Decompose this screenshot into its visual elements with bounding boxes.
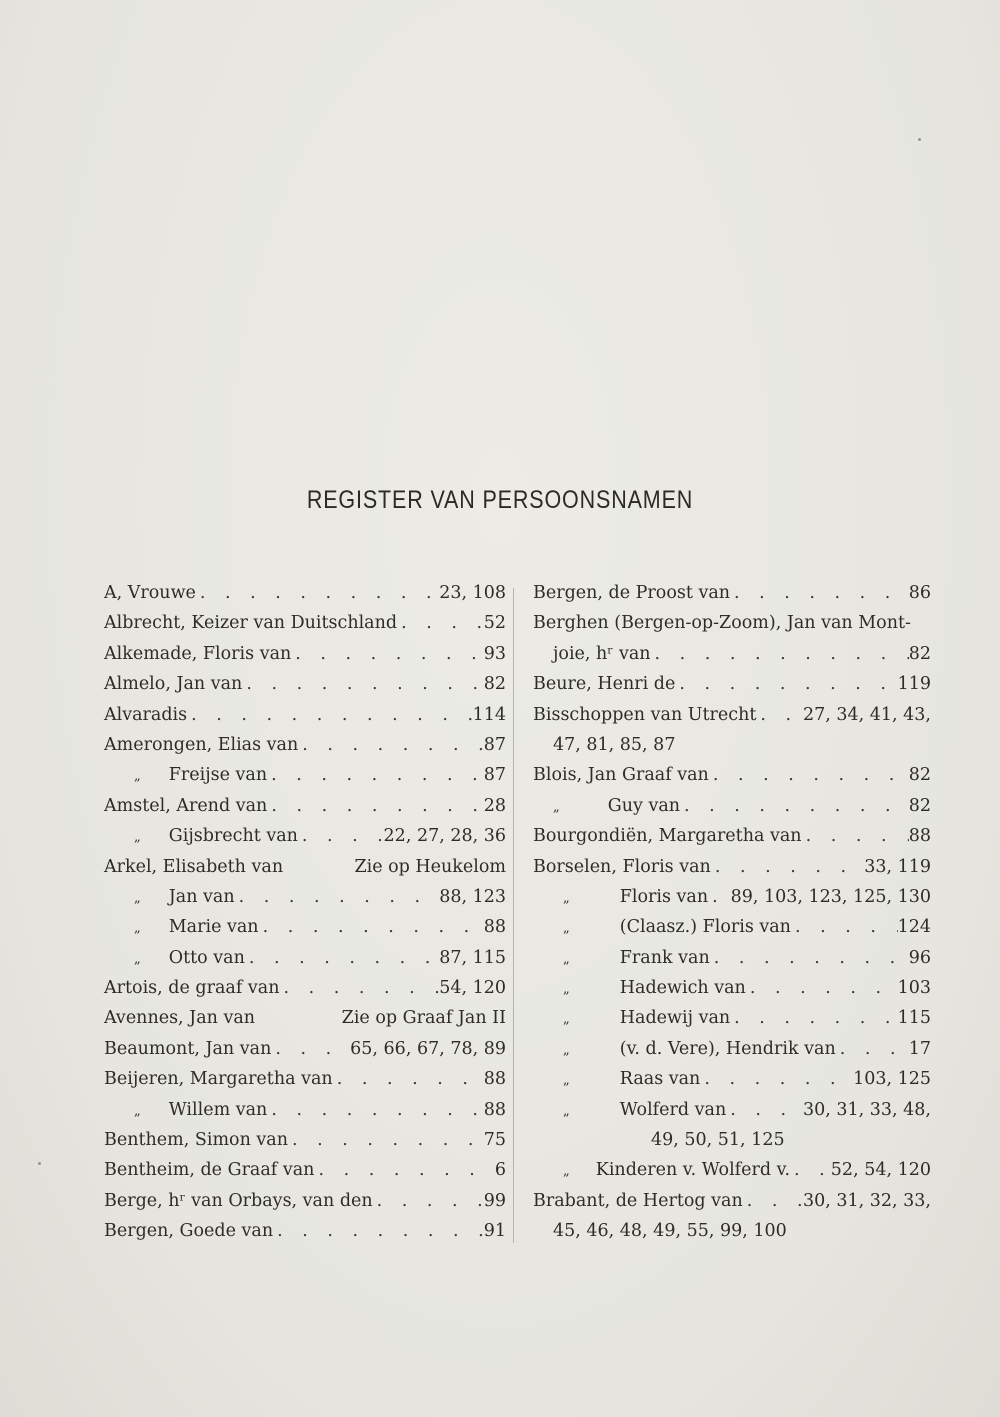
entry-page-numbers: 89, 103, 123, 125, 130 — [730, 886, 931, 907]
register-entry — [533, 1186, 931, 1216]
register-entry — [104, 1186, 506, 1216]
entry-page-numbers: 54, 120 — [439, 978, 506, 999]
ditto-mark: „ — [563, 1103, 570, 1119]
leader-dots — [267, 760, 484, 790]
register-entry — [533, 1095, 931, 1125]
leader-dots — [273, 1216, 484, 1246]
ditto-mark: „ — [134, 769, 141, 785]
register-entry — [533, 791, 931, 821]
register-entry — [533, 730, 931, 760]
entry-name: Hadewij van — [619, 1008, 731, 1029]
entry-page-numbers: 88 — [483, 917, 506, 938]
entry-name: Bergen, Goede van — [104, 1221, 274, 1242]
entry-name: Berghen (Bergen-op-Zoom), Jan van Mont- — [533, 613, 911, 634]
register-entry — [533, 669, 931, 699]
leader-dots — [245, 943, 439, 973]
register-entry — [533, 1064, 931, 1094]
register-entry — [533, 760, 931, 790]
leader-dots — [187, 700, 472, 730]
register-entry — [104, 1034, 506, 1064]
register-entry — [533, 973, 931, 1003]
register-entry — [533, 700, 931, 730]
ditto-mark: „ — [563, 890, 570, 906]
entry-page-numbers: 17 — [908, 1038, 931, 1059]
entry-cross-reference: Zie op Heukelom — [354, 856, 506, 877]
register-entry — [104, 639, 506, 669]
entry-page-numbers: 23, 108 — [439, 583, 506, 603]
leader-dots — [680, 791, 909, 821]
entry-name: Floris van — [619, 886, 709, 907]
entry-name: Borselen, Floris van — [533, 856, 711, 877]
ditto-mark: „ — [563, 951, 570, 967]
entry-page-numbers: 82 — [483, 674, 506, 695]
register-entry — [104, 1216, 506, 1246]
entry-page-numbers: 103 — [897, 978, 931, 999]
register-entry — [533, 882, 931, 912]
entry-page-numbers: 103, 125 — [853, 1069, 931, 1090]
leader-dots — [802, 821, 909, 851]
leader-dots — [291, 639, 483, 669]
ditto-mark: „ — [563, 1164, 570, 1180]
entry-name: Brabant, de Hertog van — [533, 1190, 743, 1211]
leader-dots — [790, 1155, 831, 1185]
page-title: REGISTER VAN PERSOONSNAMEN — [306, 486, 694, 514]
register-entry — [104, 1064, 506, 1094]
entry-page-numbers: 87 — [483, 734, 506, 755]
leader-dots — [709, 760, 909, 790]
register-entry — [104, 730, 506, 760]
entry-page-numbers: 52 — [483, 613, 506, 634]
register-entry — [104, 1003, 506, 1033]
register-entry — [104, 669, 506, 699]
entry-page-numbers: 6 — [494, 1160, 506, 1181]
register-entry — [533, 1216, 931, 1246]
entry-page-numbers: 114 — [472, 704, 506, 725]
register-entry — [533, 821, 931, 851]
register-column-right — [533, 578, 931, 1247]
register-entry — [533, 852, 931, 882]
entry-page-numbers: 88 — [483, 1069, 506, 1090]
leader-dots — [730, 578, 909, 608]
entry-name: Jan van — [168, 886, 235, 907]
register-entry — [104, 882, 506, 912]
entry-name: Beure, Henri de — [533, 674, 676, 695]
leader-dots — [651, 639, 909, 669]
ditto-mark: „ — [563, 1012, 570, 1028]
entry-name: Beaumont, Jan van — [104, 1038, 272, 1059]
register-entry — [104, 1125, 506, 1155]
entry-page-numbers: 22, 27, 28, 36 — [383, 826, 506, 847]
register-entry — [104, 1095, 506, 1125]
entry-page-numbers: 93 — [483, 643, 506, 664]
entry-page-numbers: 87, 115 — [439, 947, 506, 968]
leader-dots — [373, 1186, 484, 1216]
paper-speck — [38, 1162, 41, 1165]
register-entry — [104, 852, 506, 882]
entry-name: (v. d. Vere), Hendrik van — [619, 1038, 836, 1059]
leader-dots — [298, 821, 384, 851]
entry-page-numbers: 96 — [908, 947, 931, 968]
entry-name: A, Vrouwe — [104, 583, 196, 603]
leader-dots — [726, 1095, 803, 1125]
entry-name: Bentheim, de Graaf van — [104, 1160, 315, 1181]
entry-name: Bergen, de Proost van — [533, 583, 731, 603]
leader-dots — [279, 973, 439, 1003]
entry-name: Avennes, Jan van — [104, 1008, 256, 1029]
entry-page-numbers: 82 — [908, 643, 931, 664]
leader-dots — [242, 669, 483, 699]
entry-page-numbers: 45, 46, 48, 49, 55, 99, 100 — [553, 1221, 787, 1242]
leader-dots — [235, 882, 440, 912]
leader-dots — [288, 1125, 484, 1155]
leader-dots — [267, 1095, 483, 1125]
entry-page-numbers: 30, 31, 33, 48, — [802, 1099, 931, 1120]
register-entry — [533, 1155, 931, 1185]
entry-name: Wolferd van — [619, 1099, 727, 1120]
entry-page-numbers: 65, 66, 67, 78, 89 — [350, 1038, 506, 1059]
entry-name: Kinderen v. Wolferd v. — [595, 1160, 791, 1181]
ditto-mark: „ — [563, 982, 570, 998]
entry-cross-reference: Zie op Graaf Jan II — [341, 1008, 506, 1029]
paper-speck — [918, 138, 921, 141]
leader-dots — [397, 608, 484, 638]
register-entry — [104, 700, 506, 730]
leader-dots — [271, 1034, 350, 1064]
leader-dots — [314, 1155, 494, 1185]
leader-dots — [708, 882, 730, 912]
entry-page-numbers: 88 — [908, 826, 931, 847]
entry-page-numbers: 82 — [908, 795, 931, 816]
entry-page-numbers: 47, 81, 85, 87 — [553, 734, 676, 755]
register-entry — [533, 578, 931, 608]
entry-name: Berge, hʳ van Orbays, van den — [104, 1190, 373, 1211]
register-entry — [533, 1034, 931, 1064]
register-entry — [104, 1155, 506, 1185]
register-entry — [533, 943, 931, 973]
entry-page-numbers: 28 — [483, 795, 506, 816]
register-entry — [533, 1125, 931, 1155]
register-entry — [104, 943, 506, 973]
entry-name: Almelo, Jan van — [104, 674, 243, 695]
entry-name: Hadewich van — [619, 978, 746, 999]
entry-page-numbers: 91 — [483, 1221, 506, 1242]
entry-name: Bourgondiën, Margaretha van — [533, 826, 802, 847]
entry-name: Bisschoppen van Utrecht — [533, 704, 757, 725]
entry-page-numbers: 75 — [483, 1130, 506, 1151]
entry-page-numbers: 33, 119 — [864, 856, 931, 877]
ditto-mark: „ — [563, 921, 570, 937]
entry-name: Otto van — [168, 947, 245, 968]
register-entry — [533, 912, 931, 942]
entry-name: (Claasz.) Floris van — [619, 917, 791, 938]
entry-name: joie, hʳ van — [553, 643, 651, 664]
entry-page-numbers: 88 — [483, 1099, 506, 1120]
leader-dots — [267, 791, 483, 821]
entry-name: Freijse van — [168, 765, 268, 786]
register-entry — [104, 973, 506, 1003]
entry-name: Albrecht, Keizer van Duitschland — [104, 613, 398, 634]
ditto-mark: „ — [134, 951, 141, 967]
entry-name: Artois, de graaf van — [104, 978, 280, 999]
entry-name: Raas van — [619, 1069, 701, 1090]
entry-page-numbers: 115 — [897, 1008, 931, 1029]
leader-dots — [333, 1064, 484, 1094]
ditto-mark: „ — [134, 921, 141, 937]
leader-dots — [756, 700, 803, 730]
entry-name: Beijeren, Margaretha van — [104, 1069, 333, 1090]
entry-page-numbers: 99 — [483, 1190, 506, 1211]
entry-page-numbers: 27, 34, 41, 43, — [802, 704, 931, 725]
leader-dots — [836, 1034, 909, 1064]
register-entry — [104, 578, 506, 608]
register-entry — [533, 1003, 931, 1033]
ditto-mark: „ — [134, 1103, 141, 1119]
entry-name: Amstel, Arend van — [104, 795, 268, 816]
entry-page-numbers: 87 — [483, 765, 506, 786]
leader-dots — [196, 578, 439, 608]
leader-dots — [298, 730, 483, 760]
leader-dots — [730, 1003, 897, 1033]
register-entry — [104, 821, 506, 851]
leader-dots — [746, 973, 898, 1003]
entry-page-numbers: 82 — [908, 765, 931, 786]
leader-dots — [259, 912, 484, 942]
leader-dots — [675, 669, 897, 699]
entry-page-numbers: 49, 50, 51, 125 — [651, 1130, 785, 1151]
register-entry — [533, 608, 931, 638]
entry-name: Willem van — [168, 1099, 268, 1120]
entry-name: Guy van — [607, 795, 681, 816]
leader-dots — [791, 912, 898, 942]
ditto-mark: „ — [134, 830, 141, 846]
register-entry — [104, 760, 506, 790]
leader-dots — [711, 852, 864, 882]
ditto-mark: „ — [563, 1073, 570, 1089]
entry-page-numbers: 30, 31, 32, 33, — [802, 1190, 931, 1211]
register-column-left — [104, 578, 506, 1247]
leader-dots — [743, 1186, 803, 1216]
entry-name: Amerongen, Elias van — [104, 734, 299, 755]
entry-name: Gijsbrecht van — [168, 826, 298, 847]
entry-page-numbers: 119 — [897, 674, 931, 695]
leader-dots — [700, 1064, 853, 1094]
entry-page-numbers: 86 — [908, 583, 931, 603]
ditto-mark: „ — [553, 799, 560, 815]
entry-page-numbers: 88, 123 — [439, 886, 506, 907]
register-entry — [104, 912, 506, 942]
entry-name: Alkemade, Floris van — [104, 643, 292, 664]
ditto-mark: „ — [563, 1042, 570, 1058]
entry-name: Frank van — [619, 947, 710, 968]
leader-dots — [710, 943, 909, 973]
entry-name: Benthem, Simon van — [104, 1130, 289, 1151]
ditto-mark: „ — [134, 890, 141, 906]
entry-name: Marie van — [168, 917, 259, 938]
entry-name: Alvaradis — [104, 704, 188, 725]
register-entry — [104, 608, 506, 638]
register-entry — [533, 639, 931, 669]
entry-page-numbers: 124 — [897, 917, 931, 938]
entry-name: Arkel, Elisabeth van — [104, 856, 284, 877]
entry-page-numbers: 52, 54, 120 — [830, 1160, 931, 1181]
entry-name: Blois, Jan Graaf van — [533, 765, 709, 786]
register-entry — [104, 791, 506, 821]
column-divider — [513, 588, 514, 1243]
